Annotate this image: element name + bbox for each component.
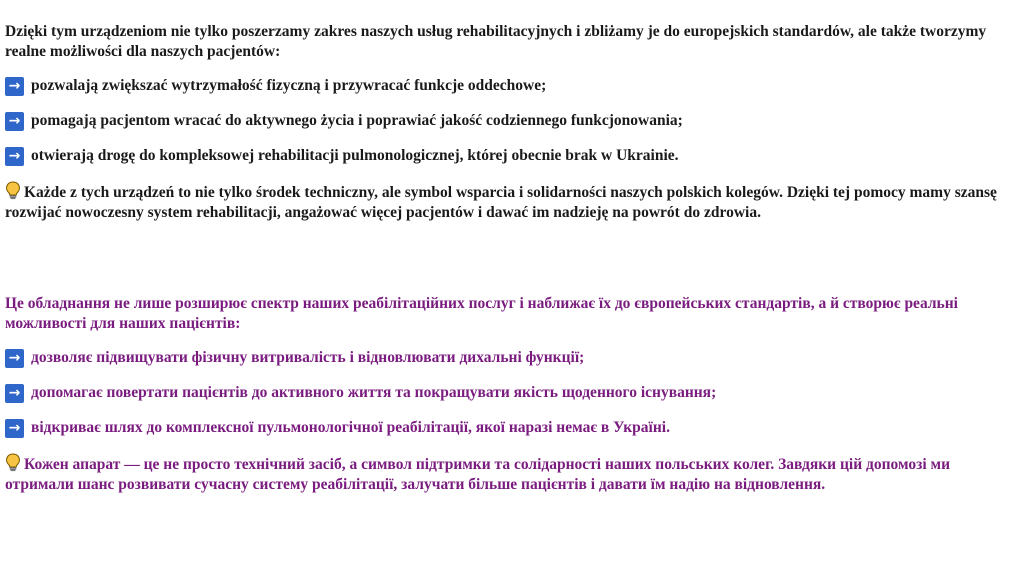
light-bulb-icon xyxy=(5,181,21,200)
ukrainian-bullet-3 xyxy=(5,418,1010,438)
right-arrow-icon: → xyxy=(5,384,24,403)
polish-bullet-2 xyxy=(5,111,1010,131)
polish-intro: Dzięki tym urządzeniom nie tylko poszerzamy zakres naszych usług rehabilitacyjnych i zbliżamy je do europejskich standardów, ale także tworzymy realne możliwości dla naszych pacjentów: xyxy=(5,23,987,60)
ukrainian-bullet-1 xyxy=(5,348,1010,368)
polish-bullet-text: otwierają drogę do kompleksowej rehabilitacji pulmonologicznej, której obecnie brak w Ukrainie. xyxy=(31,147,679,164)
polish-closing xyxy=(5,181,1010,223)
polish-section xyxy=(5,22,1010,223)
ukrainian-bullet-text: відкриває шлях до комплексної пульмонологічної реабілітації, якої наразі немає в Україні. xyxy=(31,419,670,436)
right-arrow-icon: → xyxy=(5,77,24,96)
polish-bullet-1 xyxy=(5,76,1010,96)
ukrainian-bullet-2 xyxy=(5,383,1010,403)
right-arrow-icon: → xyxy=(5,147,24,166)
polish-bullet-3 xyxy=(5,146,1010,166)
right-arrow-icon: → xyxy=(5,112,24,131)
ukrainian-closing xyxy=(5,453,1010,495)
polish-bullet-text: pozwalają zwiększać wytrzymałość fizyczną i przywracać funkcje oddechowe; xyxy=(31,77,547,94)
light-bulb-icon xyxy=(5,453,21,472)
ukrainian-intro: Це обладнання не лише розширює спектр наших реабілітаційних послуг і наближає їх до європейських стандартів, а й створює реальні можливості для наших пацієнтів: xyxy=(5,295,958,332)
ukrainian-section xyxy=(5,294,1010,495)
polish-closing-text: Każde z tych urządzeń to nie tylko środek techniczny, ale symbol wsparcia i solidarności naszych polskich kolegów. Dzięki tej pomocy mamy szansę rozwijać nowoczesny system rehabilitacji, angażować więcej pacjentów i dawać im nadzieję na powrót do zdrowia. xyxy=(5,184,997,221)
ukrainian-closing-text: Кожен апарат — це не просто технічний засіб, а символ підтримки та солідарності наших польських колег. Завдяки цій допомозі ми отримали шанс розвивати сучасну систему реабілітації, залучати більше пацієнтів і давати їм надію на відновлення. xyxy=(5,456,951,493)
polish-bullet-text: pomagają pacjentom wracać do aktywnego życia i poprawiać jakość codziennego funkcjonowania; xyxy=(31,112,683,129)
ukrainian-bullet-text: дозволяє підвищувати фізичну витривалість і відновлювати дихальні функції; xyxy=(31,349,585,366)
right-arrow-icon: → xyxy=(5,349,24,368)
ukrainian-bullet-text: допомагає повертати пацієнтів до активного життя та покращувати якість щоденного існування; xyxy=(31,384,717,401)
right-arrow-icon: → xyxy=(5,419,24,438)
